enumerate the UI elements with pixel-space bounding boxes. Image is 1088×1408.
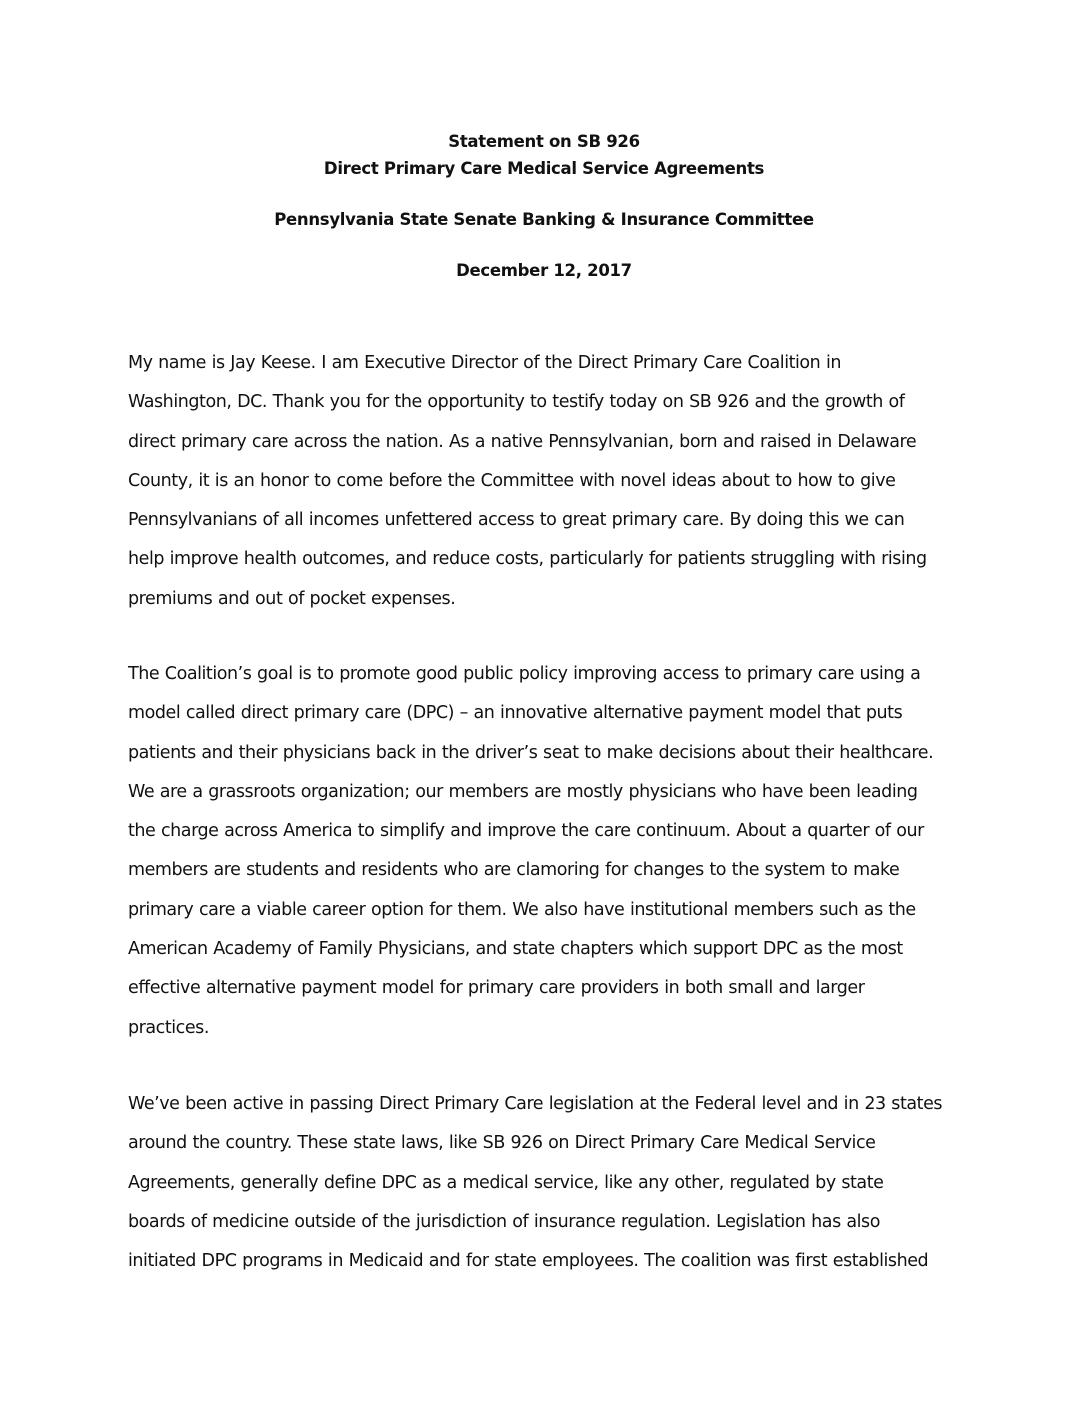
paragraph-line: members are students and residents who are clamoring for changes to the system to make — [128, 860, 900, 881]
paragraph-line: County, it is an honor to come before the Committee with novel ideas about to how to give — [128, 470, 896, 491]
paragraph-line: patients and their physicians back in the driver’s seat to make decisions about their healthcare. — [128, 742, 934, 763]
paragraph-line: premiums and out of pocket expenses. — [128, 588, 456, 609]
hearing-date: December 12, 2017 — [456, 261, 632, 280]
paragraph-line: around the country. These state laws, like SB 926 on Direct Primary Care Medical Service — [128, 1133, 876, 1154]
paragraph-line: Washington, DC. Thank you for the opportunity to testify today on SB 926 and the growth of — [128, 392, 905, 413]
paragraph-line: The Coalition’s goal is to promote good public policy improving access to primary care using a — [128, 664, 921, 684]
committee-name: Pennsylvania State Senate Banking & Insurance Committee — [274, 210, 814, 229]
paragraph-line: effective alternative payment model for primary care providers in both small and larger — [128, 978, 865, 999]
paragraph-legislation — [128, 1085, 978, 1281]
paragraph-line: model called direct primary care (DPC) – an innovative alternative payment model that puts — [128, 703, 903, 724]
paragraph-line: Pennsylvanians of all incomes unfettered access to great primary care. By doing this we can — [128, 510, 905, 531]
document-title: Statement on SB 926 — [448, 132, 640, 151]
paragraph-line: primary care a viable career option for them. We also have institutional members such as the — [128, 899, 916, 920]
paragraph-line: help improve health outcomes, and reduce costs, particularly for patients struggling with rising — [128, 549, 927, 570]
paragraph-line: practices. — [128, 1017, 209, 1038]
paragraph-line: We are a grassroots organization; our members are mostly physicians who have been leading — [128, 781, 918, 802]
paragraph-line: boards of medicine outside of the jurisdiction of insurance regulation. Legislation has also — [128, 1211, 880, 1232]
paragraph-line: direct primary care across the nation. As a native Pennsylvanian, born and raised in Delaware — [128, 431, 917, 452]
paragraph-coalition-goal — [128, 655, 978, 1048]
paragraph-introduction — [128, 344, 978, 619]
paragraph-line: Agreements, generally define DPC as a medical service, like any other, regulated by state — [128, 1172, 884, 1193]
document-subtitle: Direct Primary Care Medical Service Agreements — [323, 159, 765, 178]
paragraph-line: We’ve been active in passing Direct Primary Care legislation at the Federal level and in 23 states — [128, 1094, 943, 1114]
paragraph-line: My name is Jay Keese. I am Executive Director of the Direct Primary Care Coalition in — [128, 353, 841, 373]
paragraph-line: initiated DPC programs in Medicaid and for state employees. The coalition was first established — [128, 1251, 929, 1272]
paragraph-line: American Academy of Family Physicians, and state chapters which support DPC as the most — [128, 939, 903, 960]
paragraph-line: the charge across America to simplify and improve the care continuum. About a quarter of our — [128, 821, 924, 842]
